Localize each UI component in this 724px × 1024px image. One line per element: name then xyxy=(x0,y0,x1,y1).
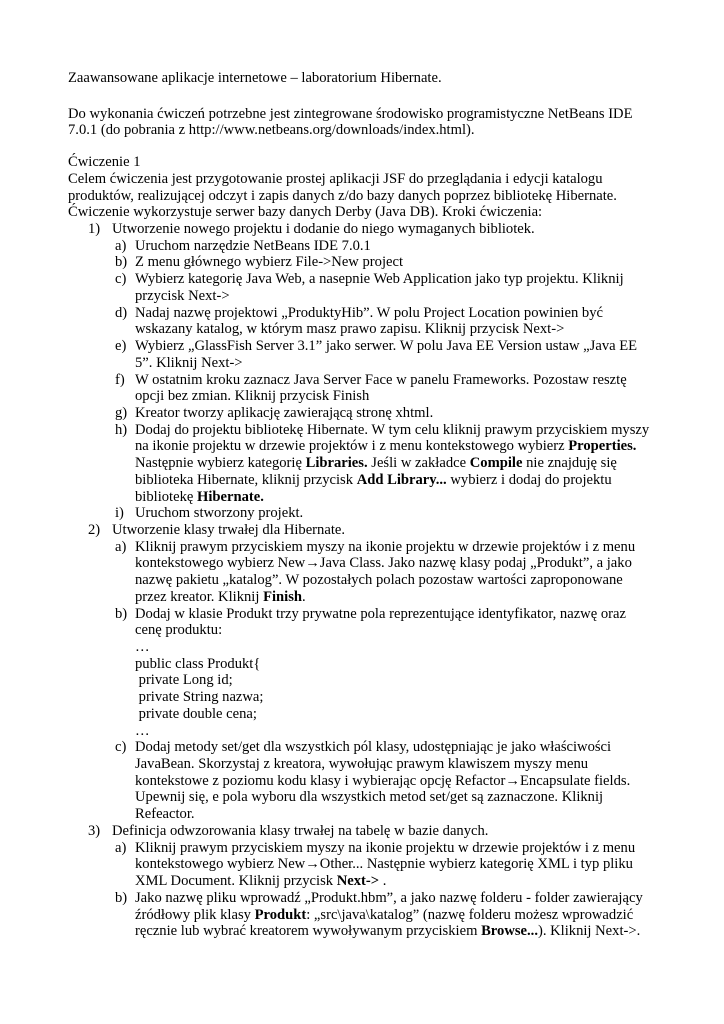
item-text: Wybierz „GlassFish Server 3.1” jako serwer. W polu Java EE Version ustaw „Java EE 5”. Kliknij Next-> xyxy=(135,338,638,371)
code-block: … public class Produkt{ private Long id; private String nazwa; private double cena; … xyxy=(135,639,264,739)
step-1-item-d xyxy=(68,305,708,338)
text-run: nie znajduję się biblioteka Hibernate, kliknij przycisk xyxy=(135,455,617,488)
item-marker: a) xyxy=(115,237,127,254)
text-run: wybierz i dodaj do projektu bibliotekę xyxy=(135,471,612,505)
step-1-item-b xyxy=(68,254,708,271)
item-text xyxy=(135,890,708,940)
item-text: W ostatnim kroku zaznacz Java Server Face w panelu Frameworks. Pozostaw resztę opcji bez zmian. Kliknij przycisk Finish xyxy=(135,371,627,405)
bold-term: Libraries. xyxy=(305,455,368,472)
item-text xyxy=(135,606,708,740)
exercise-title: Ćwiczenie 1 xyxy=(68,154,141,171)
text-run: Kliknij prawym przyciskiem myszy na ikonie projektu w drzewie projektów i z menu kontekstowego wybierz New→Java Class. Jako nazwę klasy podaj „Produkt”, a jako nazwę pakietu „katalog”. W pozostałych polach pozostaw wartości zaproponowane przez kreator. Kliknij xyxy=(135,538,636,605)
step-3-item-b xyxy=(68,890,708,940)
item-marker: g) xyxy=(115,404,128,421)
text-run: Jeśli w zakładce xyxy=(367,455,470,472)
text-run: : „src\java\katalog” (nazwę folderu możesz wprowadzić ręcznie lub wybrać kreatorem wywoływanym przyciskiem xyxy=(135,906,634,940)
item-marker: b) xyxy=(115,605,128,622)
item-marker: h) xyxy=(115,421,128,438)
bold-term: Browse... xyxy=(481,923,538,940)
bold-term: Properties. xyxy=(568,438,637,455)
step-3-heading xyxy=(68,823,708,840)
bold-term: Finish xyxy=(263,588,302,605)
item-marker: e) xyxy=(115,338,127,355)
step-2-item-a xyxy=(68,539,708,606)
text-run: Następnie wybierz kategorię xyxy=(135,455,302,472)
bold-term: Hibernate. xyxy=(197,488,264,505)
intro-paragraph: Do wykonania ćwiczeń potrzebne jest zintegrowane środowisko programistyczne NetBeans IDE 7.0.1 (do pobrania z http://www.netbeans.org/downloads/index.html). xyxy=(68,105,633,139)
step-text: Definicja odwzorowania klasy trwałej na tabelę w bazie danych. xyxy=(112,822,489,839)
item-text: Uruchom narzędzie NetBeans IDE 7.0.1 xyxy=(135,237,371,254)
item-marker: b) xyxy=(115,889,128,906)
text-run: Kliknij prawym przyciskiem myszy na ikonie projektu w drzewie projektów i z menu kontekstowego wybierz New→Other... Następnie wybierz kategorię XML i typ pliku XML Document. Kliknij przycisk xyxy=(135,839,636,890)
document-content xyxy=(68,70,708,940)
item-text: Nadaj nazwę projektowi „ProduktyHib”. W polu Project Location powinien być wskazany katalog, w którym masz prawo zapisu. Kliknij przycisk Next-> xyxy=(135,304,603,338)
step-2-item-b xyxy=(68,606,708,740)
step-1-item-c xyxy=(68,271,708,304)
step-marker: 3) xyxy=(88,822,101,839)
step-3-item-a xyxy=(68,840,708,890)
step-1-item-e xyxy=(68,338,708,371)
item-marker: a) xyxy=(115,538,127,555)
item-text: Wybierz kategorię Java Web, a nasepnie Web Application jako typ projektu. Kliknij przycisk Next-> xyxy=(135,271,624,304)
step-1-item-a xyxy=(68,238,708,255)
item-text: Uruchom stworzony projekt. xyxy=(135,505,304,522)
step-1-item-f xyxy=(68,372,708,405)
item-marker: d) xyxy=(115,304,128,321)
step-2-item-c xyxy=(68,739,708,823)
item-text xyxy=(135,539,708,606)
step-1-item-h xyxy=(68,422,708,506)
item-marker: a) xyxy=(115,839,127,856)
step-3 xyxy=(68,823,708,940)
text-run: Dodaj do projektu bibliotekę Hibernate. W tym celu kliknij prawym przyciskiem myszy na ikonie projektu w drzewie projektów i z menu kontekstowego wybierz xyxy=(135,421,650,455)
step-text: Utworzenie nowego projektu i dodanie do niego wymaganych bibliotek. xyxy=(112,221,535,238)
item-text xyxy=(135,840,708,890)
bold-term: Produkt xyxy=(254,906,307,923)
text-run: ). Kliknij Next->. xyxy=(537,923,641,940)
item-marker: f) xyxy=(115,371,125,388)
step-marker: 2) xyxy=(88,521,101,538)
bold-term: Compile xyxy=(469,455,523,472)
item-text xyxy=(135,422,708,506)
step-2 xyxy=(68,522,708,823)
text-run: . xyxy=(379,873,387,890)
text-run: . xyxy=(302,588,306,605)
item-paragraph: Dodaj w klasie Produkt trzy prywatne pola reprezentujące identyfikator, nazwę oraz cenę produktu: xyxy=(135,605,626,639)
item-marker: c) xyxy=(115,739,127,756)
step-marker: 1) xyxy=(88,221,101,238)
bold-term: Next-> xyxy=(336,873,380,890)
document-title: Zaawansowane aplikacje internetowe – laboratorium Hibernate. xyxy=(68,70,442,86)
step-1-item-g xyxy=(68,405,708,422)
item-text: Kreator tworzy aplikację zawierającą stronę xhtml. xyxy=(135,404,434,421)
bold-term: Add Library... xyxy=(356,471,447,488)
text-run: Jako nazwę pliku wprowadź „Produkt.hbm”, a jako nazwę folderu - folder zawierający źródłowy plik klasy xyxy=(135,889,643,923)
step-2-heading xyxy=(68,522,708,539)
exercise-description: Celem ćwiczenia jest przygotowanie prostej aplikacji JSF do przeglądania i edycji katalogu produktów, realizującej odczyt i zapis danych z/do bazy danych poprzez bibliotekę Hibernate. Ćwiczenie wykorzystuje serwer bazy danych Derby (Java DB). Kroki ćwiczenia: xyxy=(68,170,617,221)
item-marker: b) xyxy=(115,254,128,271)
step-1-heading xyxy=(68,221,708,238)
item-marker: c) xyxy=(115,271,127,288)
item-text: Dodaj metody set/get dla wszystkich pól klasy, udostępniając je jako właściwości JavaBean. Skorzystaj z kreatora, wywołując prawym klawiszem myszy menu kontekstowe z poziomu kodu klasy i wybierając opcję Refactor→Encapsulate fields. Upewnij się, e pola wyboru dla wszystkich metod set/get są zaznaczone. Kliknij Refeactor. xyxy=(135,739,631,823)
step-1 xyxy=(68,221,708,522)
step-1-item-i xyxy=(68,505,708,522)
step-text: Utworzenie klasy trwałej dla Hibernate. xyxy=(112,521,346,538)
item-text: Z menu głównego wybierz File->New project xyxy=(135,254,404,271)
item-marker: i) xyxy=(115,505,124,522)
